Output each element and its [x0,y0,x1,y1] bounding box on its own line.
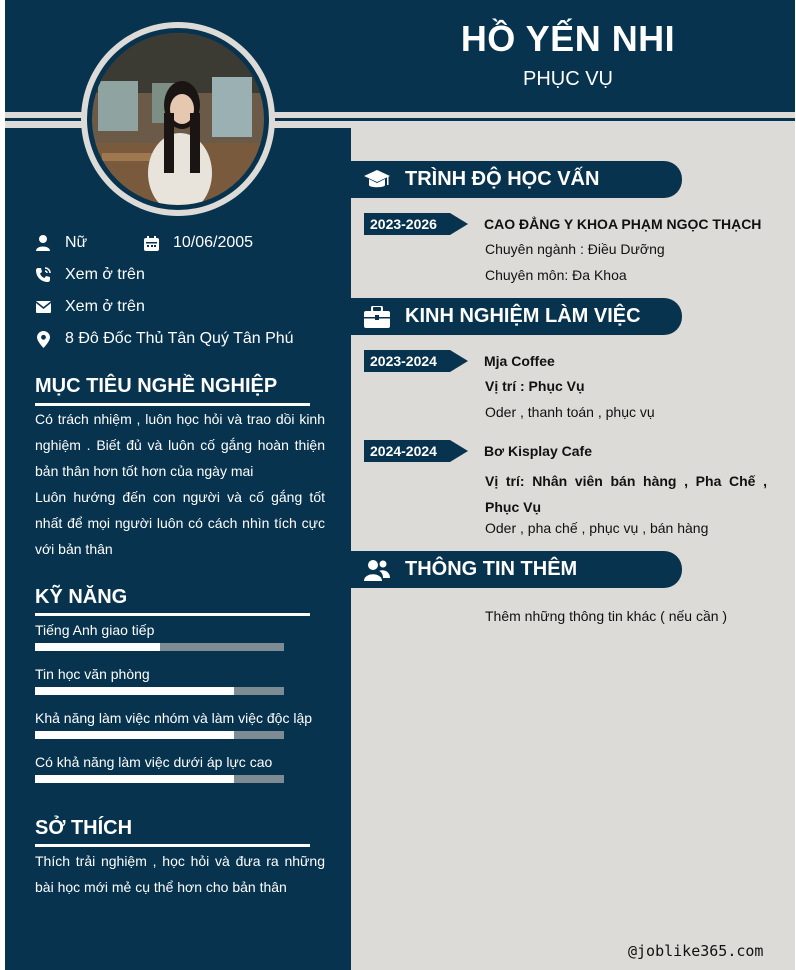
person-icon [35,235,51,251]
extra-heading: THÔNG TIN THÊM [405,558,578,580]
job-period-tag [364,350,468,372]
skill-bar [35,643,284,651]
job-company: Bơ Kisplay Cafe [484,443,592,459]
job-company: Mja Coffee [484,353,555,369]
objective-paragraph-2: Luôn hướng đến con người và cố gắng tốt nhất để mọi người luôn có cách nhìn tích cực với bản thân [35,489,325,557]
avatar-photo [92,33,264,205]
skill-bar-fill [35,643,160,651]
phone-icon [35,267,51,283]
gender-row [35,234,87,252]
education-major: Chuyên ngành : Điều Dưỡng [485,241,665,257]
candidate-name: HỒ YẾN NHI [460,18,676,59]
job-position: Vị trí: Nhân viên bán hàng , Pha Chế , Phục Vụ [485,473,767,515]
email-value: Xem ở trên [65,298,145,315]
skill-label: Khả năng làm việc nhóm và làm việc độc lập [35,710,313,726]
objective-text [35,406,325,562]
hobbies-text: Thích trải nghiệm , học hỏi và đưa ra những bài học mới mẻ cụ thể hơn cho bản thân [35,853,325,895]
experience-heading: KINH NGHIỆM LÀM VIỆC [405,305,641,327]
job-period-tag [364,440,468,462]
skill-bar-fill [35,731,234,739]
dob-value: 10/06/2005 [173,234,254,251]
extra-section-header [351,551,682,588]
hobbies-rule [35,844,310,847]
phone-value: Xem ở trên [65,266,145,283]
skill-label: Tiếng Anh giao tiếp [35,622,155,638]
address-value: 8 Đô Đốc Thủ Tân Quý Tân Phú [65,330,294,347]
location-pin-icon [35,331,51,347]
job-period: 2023-2024 [370,353,437,369]
education-section-header [351,161,682,198]
extra-text: Thêm những thông tin khác ( nếu cần ) [485,608,728,624]
objective-heading: MỤC TIÊU NGHỀ NGHIỆP [35,375,278,397]
skill-bar [35,731,284,739]
education-period-tag [364,213,468,235]
experience-section-header [351,298,682,335]
watermark: @joblike365.com [628,942,764,960]
job-description: Oder , thanh toán , phục vụ [485,404,655,420]
education-period: 2023-2026 [370,216,437,232]
skill-label: Có khả năng làm việc dưới áp lực cao [35,754,273,770]
skill-bar [35,687,284,695]
skills-rule [35,613,310,616]
job-period: 2024-2024 [370,443,437,459]
skill-bar-fill [35,775,234,783]
phone-row [35,266,145,284]
dob-row [143,234,253,252]
email-row [35,298,145,316]
briefcase-icon [363,303,391,331]
gender-value: Nữ [65,234,88,251]
objective-paragraph-1: Có trách nhiệm , luôn học hỏi và trao dồi kinh nghiệm . Biết đủ và luôn cố gắng hoàn thiện bản thân hơn tốt hơn của ngày mai [35,411,325,479]
graduation-cap-icon [363,166,391,194]
education-school: CAO ĐẲNG Y KHOA PHẠM NGỌC THẠCH [484,216,762,232]
hobbies-heading: SỞ THÍCH [35,817,133,839]
address-row [35,330,294,348]
skill-bar-fill [35,687,234,695]
skills-heading: KỸ NĂNG [35,586,128,608]
education-specialty: Chuyên môn: Đa Khoa [485,267,627,283]
job-description: Oder , pha chế , phục vụ , bán hàng [485,520,709,536]
skill-bar [35,775,284,783]
candidate-role: PHỤC VỤ [522,68,613,90]
envelope-icon [35,299,51,315]
job-position: Vị trí : Phục Vụ [485,378,585,394]
skill-label: Tin học văn phòng [35,666,150,682]
users-icon [363,556,391,584]
calendar-icon [143,235,159,251]
education-heading: TRÌNH ĐỘ HỌC VẤN [405,168,600,190]
